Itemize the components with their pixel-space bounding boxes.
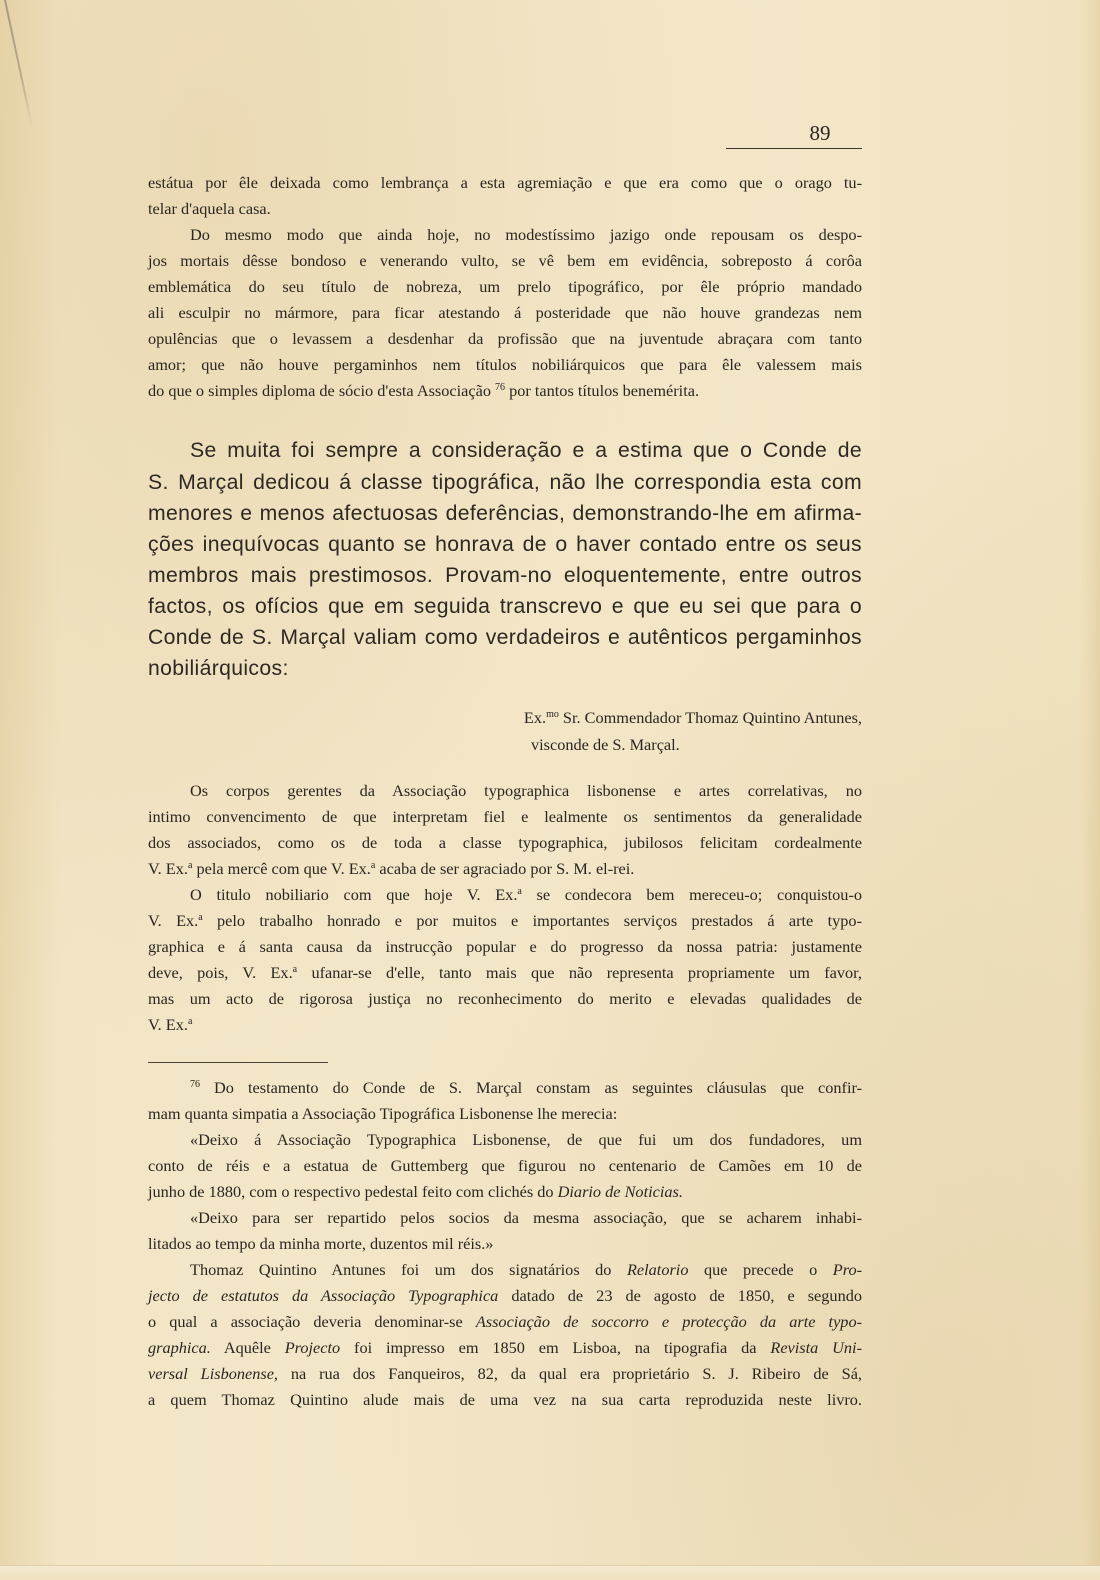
footnote-rule (148, 1062, 328, 1063)
footnote-italic-title: Diario de Noticias. (557, 1182, 683, 1201)
letter-salutation (524, 708, 862, 728)
footnote-line (148, 1338, 862, 1358)
footnote-line: mam quanta simpatia a Associação Tipográfica Lisbonense lhe merecia: (148, 1104, 618, 1123)
letter-text: O titulo nobiliario com que hoje V. Ex. (190, 885, 518, 904)
footnote-number: 76 (190, 1079, 200, 1090)
paper-crease (4, 0, 33, 127)
footnote-line (148, 1078, 862, 1098)
footnote-line: a quem Thomaz Quintino alude mais de uma vez na sua carta reproduzida neste livro. (148, 1390, 862, 1409)
footnote-text: Aquêle (223, 1338, 271, 1357)
footnote-text: o qual a associação deveria denominar-se (148, 1312, 463, 1331)
page-number: 89 (809, 121, 831, 145)
footnote-italic-title: jecto de estatutos da Associação Typographica (148, 1286, 499, 1305)
letter-text: se condecora bem mereceu-o; conquistou-o (536, 885, 863, 904)
letter-sup: a (187, 860, 193, 871)
footnote-italic-title: Projecto (284, 1338, 341, 1357)
letter-text: acaba de ser agraciado por S. M. el-rei. (379, 859, 635, 878)
letter-sup: a (370, 860, 376, 871)
footnote-line (148, 1312, 862, 1332)
letter-line (148, 911, 862, 931)
page-number-rule (726, 148, 862, 149)
large-body-line: Se muita foi sempre a consideração e a estima que o Conde de (190, 439, 862, 462)
large-body-line: nobiliárquicos: (148, 657, 289, 680)
letter-text: V. Ex. (148, 859, 188, 878)
footnote-italic-title: Pro- (832, 1260, 863, 1279)
letter-line: mas um acto de rigorosa justiça no reconhecimento do merito e elevadas qualidades de (148, 989, 862, 1008)
body-line: amor; que não houve pergaminhos nem títulos nobiliárquicos que para êle valessem mais (148, 355, 862, 374)
footnote-line (148, 1364, 862, 1384)
salutation-text: Ex. (523, 708, 547, 727)
letter-line: intimo convencimento de que interpretam fiel e lealmente os sentimentos da generalidade (148, 807, 862, 826)
large-body-line: membros mais prestimosos. Provam-no eloquentemente, entre outros (148, 564, 862, 587)
footnote-text: datado de 23 de agosto de 1850, e segundo (511, 1286, 862, 1305)
large-body-line: S. Marçal dedicou á classe tipográfica, não lhe correspondia esta com (148, 471, 862, 494)
letter-line: Os corpos gerentes da Associação typographica lisbonense e artes correlativas, no (190, 781, 862, 800)
body-line: telar d'aquela casa. (148, 199, 271, 218)
letter-line: graphica e á santa causa da instrucção popular e do progresso da nossa patria: justamente (148, 937, 862, 956)
footnote-text: junho de 1880, com o respectivo pedestal feito com clichés do (148, 1182, 554, 1201)
body-line: jos mortais dêsse bondoso e venerando vulto, se vê bem em evidência, sobreposto á corôa (148, 251, 862, 270)
footnote-italic-title: Revista Uni- (770, 1338, 862, 1357)
large-body-line: Conde de S. Marçal valiam como verdadeiros e autênticos pergaminhos (148, 626, 862, 649)
body-line (148, 381, 862, 401)
letter-salutation-line2: visconde de S. Marçal. (531, 735, 680, 754)
letter-text: pelo trabalho honrado e por muitos e importantes serviços prestados á arte typo- (217, 911, 862, 930)
large-body-line: menores e menos afectuosas deferências, demonstrando-lhe em afirma- (148, 502, 862, 525)
footnote-text: na rua dos Fanqueiros, 82, da qual era proprietário S. J. Ribeiro de Sá, (290, 1364, 862, 1383)
letter-sup: a (292, 964, 298, 975)
letter-line (148, 885, 862, 905)
letter-text: V. Ex. (148, 911, 199, 930)
footnote-italic-title: Relatorio (626, 1260, 689, 1279)
letter-line (148, 859, 862, 879)
footnote-line: «Deixo para ser repartido pelos socios da mesma associação, que se acharem inhabi- (190, 1208, 862, 1227)
body-text: do que o simples diploma de sócio d'esta Associação (148, 381, 491, 400)
footnote-text: Thomaz Quintino Antunes foi um dos signatários do (190, 1260, 612, 1279)
footnote-italic-title: versal Lisbonense, (148, 1364, 278, 1383)
page-bottom-edge (0, 1565, 1100, 1580)
salutation-sup: mo (546, 709, 559, 720)
body-line: emblemática do seu título de nobreza, um prelo tipográfico, por êle próprio mandado (148, 277, 862, 296)
footnote-line: conto de réis e a estatua de Guttemberg que figurou no centenario de Camões em 10 de (148, 1156, 862, 1175)
body-line: Do mesmo modo que ainda hoje, no modestíssimo jazigo onde repousam os despo- (190, 225, 862, 244)
footnote-reference[interactable]: 76 (495, 382, 506, 393)
letter-sup: a (187, 1016, 193, 1027)
footnote-line (148, 1260, 862, 1280)
body-line: estátua por êle deixada como lembrança a esta agremiação e que era como que o orago tu- (148, 173, 862, 192)
footnote-line: «Deixo á Associação Typographica Lisbonense, de que fui um dos fundadores, um (190, 1130, 862, 1149)
letter-text: deve, pois, V. Ex. (148, 963, 293, 982)
footnote-text: que precede o (703, 1260, 818, 1279)
letter-line (148, 963, 862, 983)
body-line: ali esculpir no mármore, para ficar atestando á posteridade que não houve grandezas nem (148, 303, 862, 322)
footnote-text: Do testamento do Conde de S. Marçal constam as seguintes cláusulas que confir- (214, 1078, 862, 1097)
letter-text: ufanar-se d'elle, tanto mais que não representa propriamente um favor, (311, 963, 862, 982)
footnote-italic-title: graphica. (148, 1338, 211, 1357)
footnote-line (148, 1286, 862, 1306)
letter-line: dos associados, como os de toda a classe typographica, jubilosos felicitam cordealmente (148, 833, 862, 852)
large-body-line: factos, os ofícios que em seguida transcrevo e que eu sei que para o (148, 595, 862, 618)
footnote-italic-title: Associação de soccorro e protecção da arte typo- (475, 1312, 862, 1331)
footnote-text: foi impresso em 1850 em Lisboa, na tipografia da (354, 1338, 757, 1357)
salutation-text: Sr. Commendador Thomaz Quintino Antunes, (562, 708, 862, 727)
letter-text: pela mercê com que V. Ex. (196, 859, 371, 878)
letter-text: V. Ex. (148, 1015, 188, 1034)
large-body-line: ções inequívocas quanto se honrava de o haver contado entre os seus (148, 533, 862, 556)
footnote-line: litados ao tempo da minha morte, duzentos mil réis.» (148, 1234, 494, 1253)
body-line: opulências que o levassem a desdenhar da profissão que na juventude abraçara com tanto (148, 329, 862, 348)
letter-sup: a (198, 912, 203, 923)
letter-sup: a (517, 886, 522, 897)
letter-line (148, 1015, 862, 1035)
footnote-line (148, 1182, 862, 1202)
body-text: por tantos títulos benemérita. (509, 381, 700, 400)
